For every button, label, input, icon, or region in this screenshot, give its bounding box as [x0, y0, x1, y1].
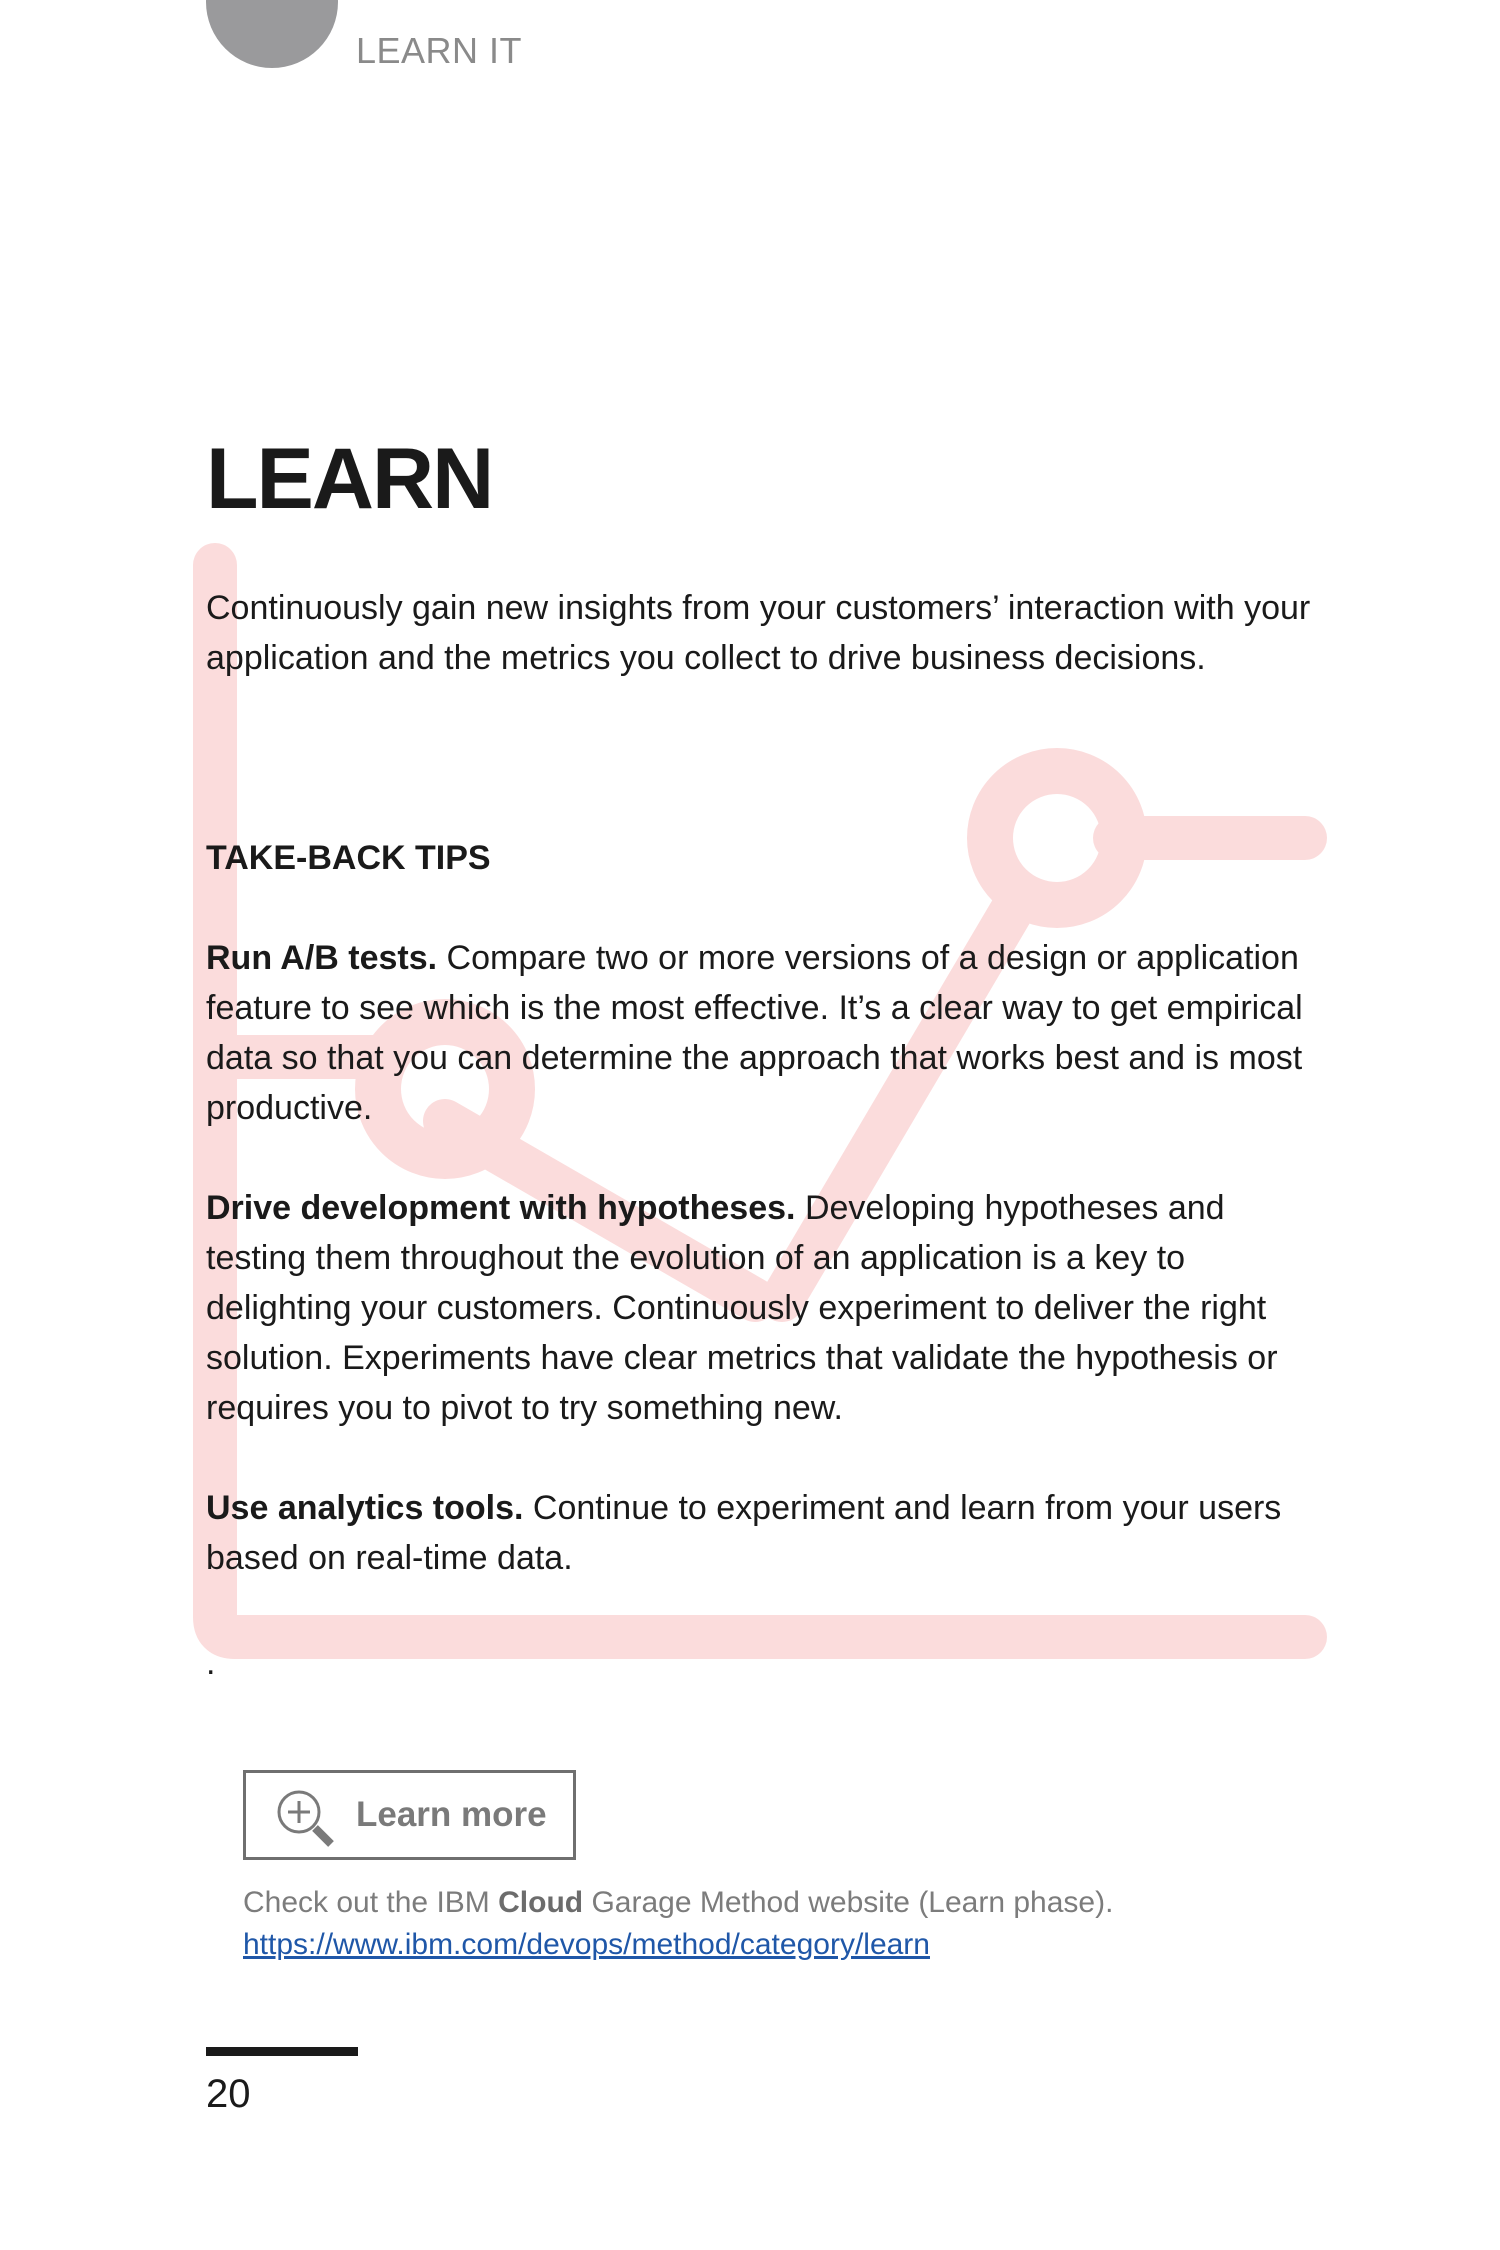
- tip-hypotheses: [206, 1183, 1316, 1433]
- stray-period: .: [206, 1644, 216, 1682]
- tip-title: Run A/B tests.: [206, 939, 438, 977]
- learn-more-label: Learn more: [356, 1795, 547, 1834]
- page-number: 20: [206, 2072, 251, 2116]
- description-suffix: Garage Method website (Learn phase).: [591, 1886, 1114, 1919]
- page-title: LEARN: [206, 431, 493, 527]
- learn-more-button[interactable]: [243, 1770, 576, 1860]
- footer-rule: [206, 2047, 358, 2056]
- tips-heading: TAKE-BACK TIPS: [206, 839, 491, 877]
- learn-phase-link[interactable]: https://www.ibm.com/devops/method/category/learn: [243, 1928, 930, 1961]
- learn-more-description: [243, 1886, 1113, 1920]
- tip-body: Developing hypotheses and testing them throughout the evolution of an application is a key to delighting your customers. Continuously experiment to deliver the right solution. Experiments have clear metrics that validate the hypothesis or requires you to pivot to try something new.: [206, 1189, 1278, 1427]
- tip-analytics-tools: [206, 1483, 1316, 1583]
- section-marker-circle: [206, 0, 338, 68]
- description-bold: Cloud: [498, 1886, 584, 1919]
- tip-title: Use analytics tools.: [206, 1489, 524, 1527]
- zoom-in-icon: [273, 1786, 339, 1852]
- tip-ab-tests: [206, 933, 1316, 1133]
- tip-body: Compare two or more versions of a design or application feature to see which is the most effective. It’s a clear way to get empirical data so that you can determine the approach that works best and is most productive.: [206, 939, 1303, 1127]
- intro-paragraph: Continuously gain new insights from your customers’ interaction with your application and the metrics you collect to drive business decisions.: [206, 589, 1311, 677]
- tip-title: Drive development with hypotheses.: [206, 1189, 796, 1227]
- section-label: LEARN IT: [356, 30, 523, 71]
- description-prefix: Check out the IBM: [243, 1886, 490, 1919]
- tip-body: Continue to experiment and learn from your users based on real-time data.: [206, 1489, 1282, 1577]
